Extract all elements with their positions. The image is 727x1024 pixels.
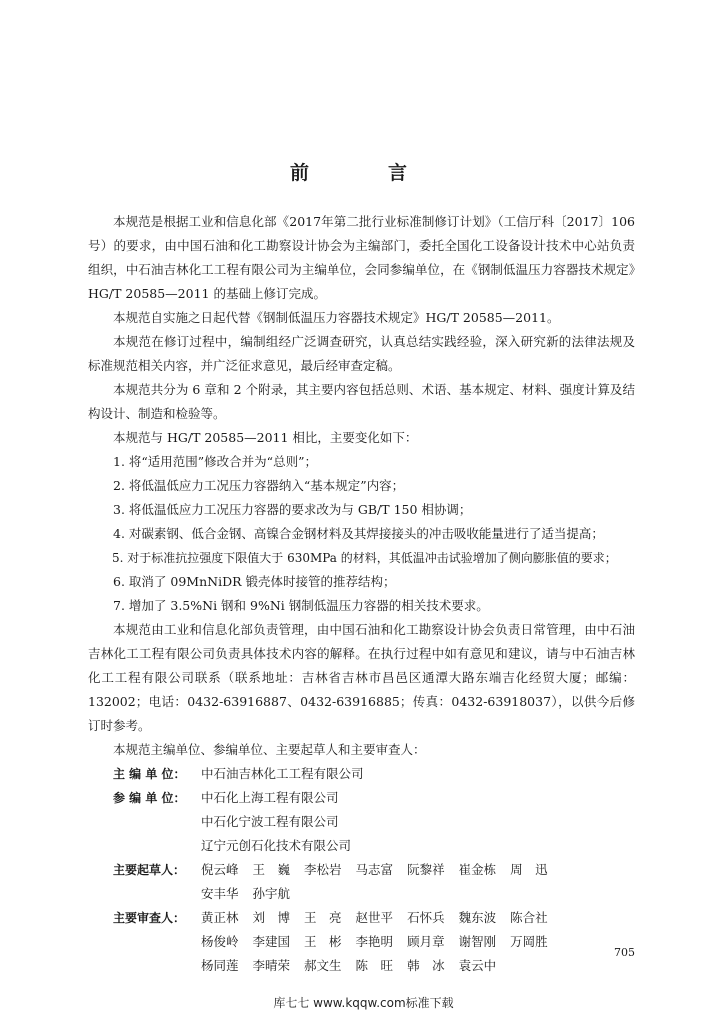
drafters-list bbox=[201, 858, 635, 906]
names-line bbox=[201, 858, 635, 882]
person-name: 杨同莲 bbox=[201, 958, 239, 973]
person-name: 倪云峰 bbox=[201, 862, 239, 877]
person-name: 王 亮 bbox=[304, 910, 342, 925]
change-item: 7. 增加了 3.5%Ni 钢和 9%Ni 钢制低温压力容器的相关技术要求。 bbox=[113, 598, 489, 613]
paragraph: 本规范自实施之日起代替《钢制低温压力容器技术规定》HG/T 20585—2011。 bbox=[113, 310, 560, 325]
footer-watermark[interactable]: 库七七 www.kqqw.com标准下载 bbox=[273, 996, 454, 1010]
change-item: 2. 将低温低应力工况压力容器纳入“基本规定”内容； bbox=[113, 478, 405, 493]
names-line bbox=[201, 882, 635, 906]
person-name: 谢智刚 bbox=[458, 934, 497, 949]
chief-unit-label: 主 编 单 位： bbox=[113, 767, 186, 781]
chief-unit-row bbox=[88, 762, 635, 786]
names-line bbox=[201, 930, 635, 954]
management-paragraph: 本规范由工业和信息化部负责管理，由中国石油和化工勘察设计协会负责日常管理，由中石油吉林化工工程有限公司负责具体技术内容的解释。在执行过程中如有意见和建议，请与中石油吉林化工工程有限公司联系（联系地址：吉林省吉林市昌邑区通潭大路东端吉化经贸大厦；邮编：132002；电话：0432-63916887、0432-63916885；传真：0432-63918037），以供今后修订时参考。 bbox=[88, 622, 635, 733]
participating-unit: 辽宁元创石化技术有限公司 bbox=[201, 838, 352, 853]
person-name: 周 迅 bbox=[510, 862, 548, 877]
person-name: 阮黎祥 bbox=[407, 862, 445, 877]
person-name: 马志富 bbox=[355, 862, 394, 877]
person-name: 韩 冰 bbox=[407, 958, 445, 973]
person-name: 崔金栋 bbox=[458, 862, 497, 877]
person-name: 郝文生 bbox=[304, 958, 342, 973]
person-name: 石怀兵 bbox=[407, 910, 445, 925]
person-name: 万岡胜 bbox=[510, 934, 548, 949]
paragraph: 本规范与 HG/T 20585—2011 相比，主要变化如下： bbox=[113, 430, 418, 445]
person-name: 杨俊岭 bbox=[201, 934, 239, 949]
person-name: 王 巍 bbox=[252, 862, 291, 877]
person-name: 李艳明 bbox=[355, 934, 394, 949]
person-name: 魏东波 bbox=[458, 910, 497, 925]
page-number: 705 bbox=[614, 946, 635, 959]
document-body bbox=[88, 210, 635, 978]
reviewers-list bbox=[201, 906, 635, 978]
units-intro: 本规范主编单位、参编单位、主要起草人和主要审查人： bbox=[113, 742, 426, 757]
participating-label: 参 编 单 位： bbox=[113, 791, 186, 805]
paragraph: 本规范是根据工业和信息化部《2017年第二批行业标准制修订计划》（工信厅科〔2017〕106号）的要求，由中国石油和化工勘察设计协会为主编部门，委托全国化工设备设计技术中心站负责组织，中石油吉林化工工程有限公司为主编单位，会同参编单位，在《钢制低温压力容器技术规定》HG/T 20585—2011 的基础上修订完成。 bbox=[88, 214, 635, 301]
change-item: 1. 将“适用范围”修改合并为“总则”； bbox=[113, 454, 317, 469]
participating-unit: 中石化上海工程有限公司 bbox=[201, 790, 339, 805]
participating-units-row bbox=[88, 786, 635, 858]
person-name: 袁云中 bbox=[458, 958, 497, 973]
person-name: 顾月章 bbox=[407, 934, 445, 949]
change-item: 5. 对于标准抗拉强度下限值大于 630MPa 的材料，其低温冲击试验增加了侧向膨胀值的要求； bbox=[112, 551, 617, 565]
change-item: 4. 对碳素钢、低合金钢、高镍合金钢材料及其焊接接头的冲击吸收能量进行了适当提高； bbox=[113, 526, 604, 541]
person-name: 李建国 bbox=[252, 934, 291, 949]
names-line bbox=[201, 954, 635, 978]
participating-units bbox=[201, 786, 635, 858]
drafters-label: 主要起草人： bbox=[113, 863, 186, 877]
person-name: 陈 旺 bbox=[355, 958, 394, 973]
paragraph: 本规范在修订过程中，编制组经广泛调查研究，认真总结实践经验，深入研究新的法律法规及标准规范相关内容，并广泛征求意见，最后经审查定稿。 bbox=[88, 334, 635, 373]
reviewers-label: 主要审查人： bbox=[113, 911, 186, 925]
drafters-row bbox=[88, 858, 635, 906]
reviewers-row bbox=[88, 906, 635, 978]
names-line bbox=[201, 906, 635, 930]
participating-unit: 中石化宁波工程有限公司 bbox=[201, 814, 339, 829]
person-name: 刘 博 bbox=[252, 910, 291, 925]
chief-unit: 中石油吉林化工工程有限公司 bbox=[201, 766, 364, 781]
person-name: 安丰华 bbox=[201, 886, 239, 901]
paragraph: 本规范共分为 6 章和 2 个附录，其主要内容包括总则、术语、基本规定、材料、强度计算及结构设计、制造和检验等。 bbox=[88, 382, 635, 421]
person-name: 李晴荣 bbox=[252, 958, 291, 973]
page-title: 前 言 bbox=[289, 162, 437, 184]
person-name: 陈合社 bbox=[510, 910, 548, 925]
person-name: 孙宇航 bbox=[252, 886, 291, 901]
person-name: 李松岩 bbox=[304, 862, 342, 877]
person-name: 黄正林 bbox=[201, 910, 239, 925]
change-item: 3. 将低温低应力工况压力容器的要求改为与 GB/T 150 相协调； bbox=[113, 502, 472, 517]
person-name: 赵世平 bbox=[355, 910, 394, 925]
change-item: 6. 取消了 09MnNiDR 锻壳体时接管的推荐结构； bbox=[113, 574, 396, 589]
person-name: 王 彬 bbox=[304, 934, 342, 949]
